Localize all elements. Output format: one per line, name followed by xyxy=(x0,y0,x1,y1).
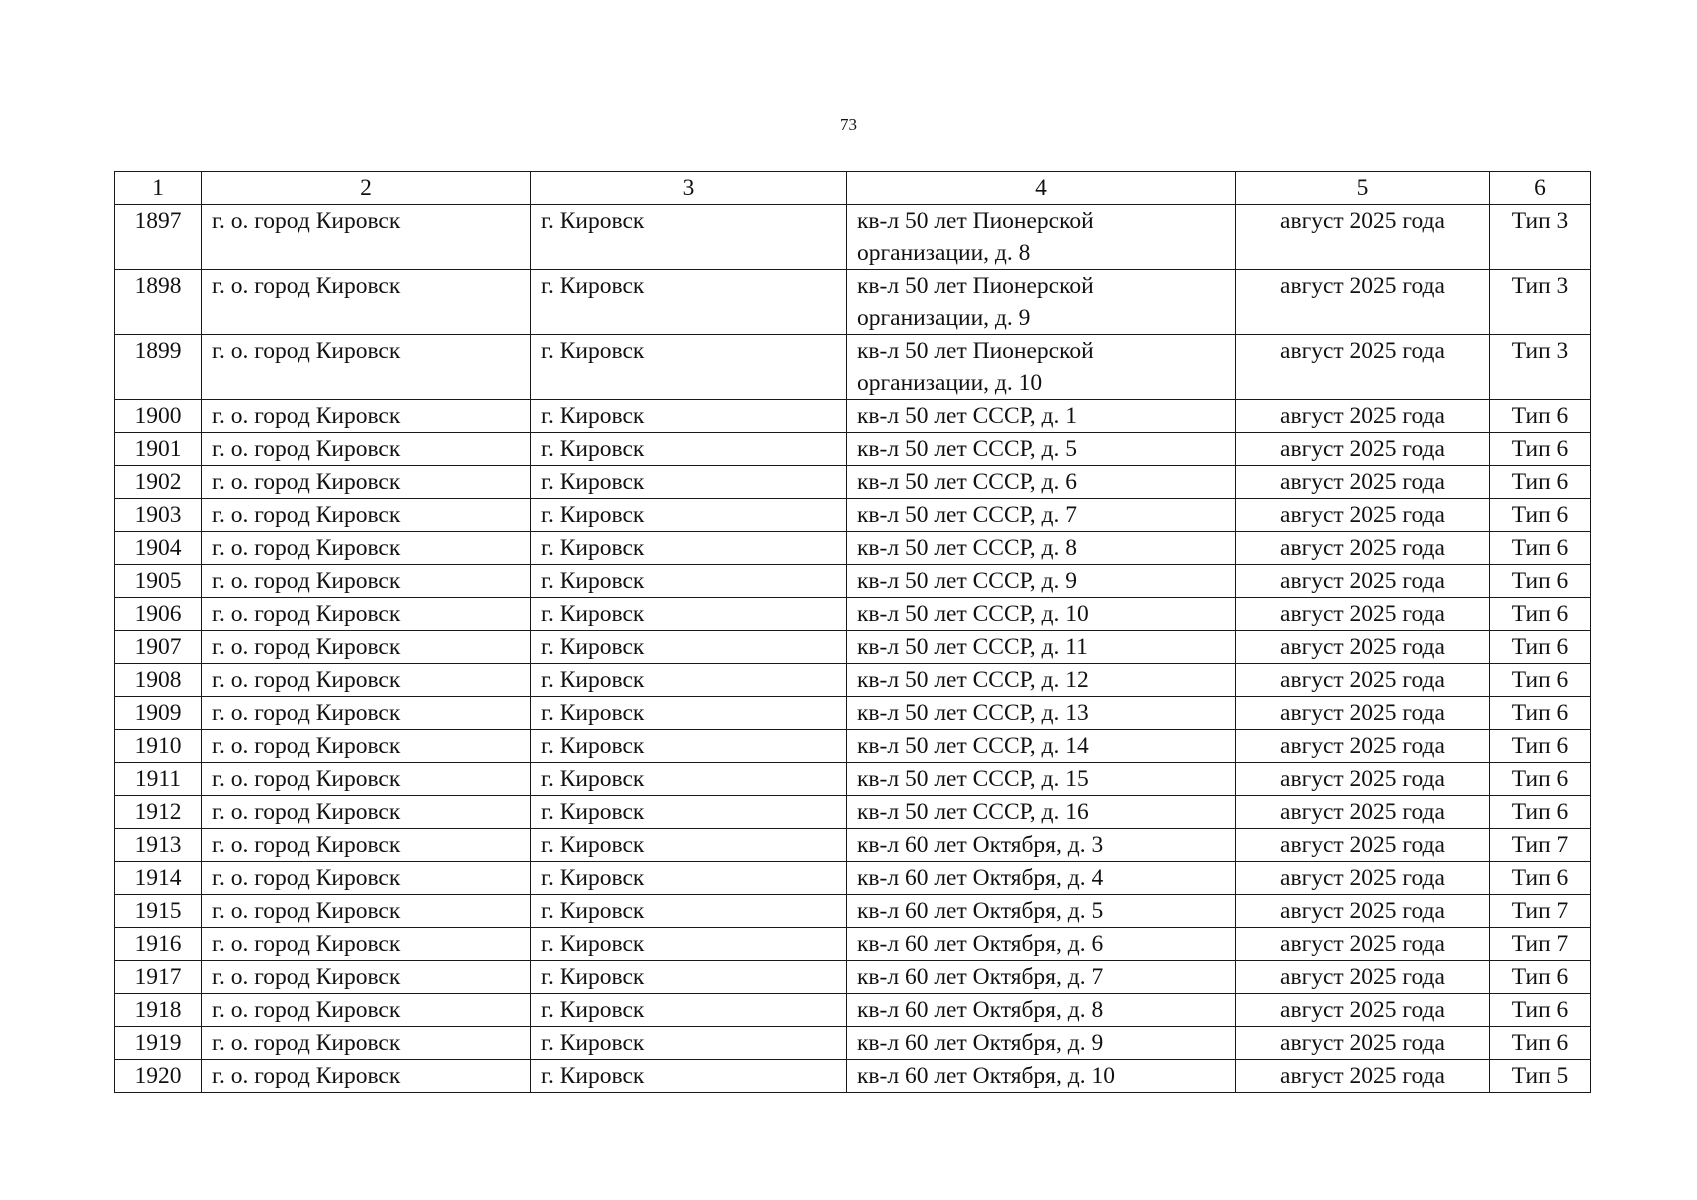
cell-district: г. о. город Кировск xyxy=(202,1027,531,1060)
cell-period: август 2025 года xyxy=(1236,829,1490,862)
cell-type: Тип 3 xyxy=(1490,270,1591,335)
cell-period: август 2025 года xyxy=(1236,796,1490,829)
cell-period: август 2025 года xyxy=(1236,961,1490,994)
cell-type: Тип 6 xyxy=(1490,697,1591,730)
cell-address: кв-л 50 лет СССР, д. 8 xyxy=(847,532,1236,565)
cell-number: 1913 xyxy=(115,829,202,862)
cell-type: Тип 6 xyxy=(1490,796,1591,829)
cell-number: 1902 xyxy=(115,466,202,499)
cell-city: г. Кировск xyxy=(531,400,847,433)
cell-period: август 2025 года xyxy=(1236,565,1490,598)
cell-address: кв-л 60 лет Октября, д. 3 xyxy=(847,829,1236,862)
cell-district: г. о. город Кировск xyxy=(202,270,531,335)
cell-number: 1898 xyxy=(115,270,202,335)
cell-number: 1907 xyxy=(115,631,202,664)
cell-number: 1905 xyxy=(115,565,202,598)
cell-district: г. о. город Кировск xyxy=(202,961,531,994)
cell-district: г. о. город Кировск xyxy=(202,565,531,598)
cell-address: кв-л 50 лет СССР, д. 6 xyxy=(847,466,1236,499)
cell-period: август 2025 года xyxy=(1236,631,1490,664)
data-table xyxy=(114,171,1591,1093)
cell-type: Тип 6 xyxy=(1490,565,1591,598)
cell-district: г. о. город Кировск xyxy=(202,796,531,829)
cell-city: г. Кировск xyxy=(531,205,847,270)
cell-type: Тип 6 xyxy=(1490,466,1591,499)
cell-city: г. Кировск xyxy=(531,697,847,730)
table-row xyxy=(115,433,1591,466)
cell-period: август 2025 года xyxy=(1236,862,1490,895)
table-row xyxy=(115,697,1591,730)
cell-address: кв-л 60 лет Октября, д. 5 xyxy=(847,895,1236,928)
cell-number: 1911 xyxy=(115,763,202,796)
cell-type: Тип 6 xyxy=(1490,499,1591,532)
cell-address: кв-л 60 лет Октября, д. 8 xyxy=(847,994,1236,1027)
table-row xyxy=(115,532,1591,565)
cell-city: г. Кировск xyxy=(531,796,847,829)
cell-address: кв-л 50 лет СССР, д. 11 xyxy=(847,631,1236,664)
cell-number: 1904 xyxy=(115,532,202,565)
cell-city: г. Кировск xyxy=(531,270,847,335)
cell-type: Тип 6 xyxy=(1490,400,1591,433)
cell-city: г. Кировск xyxy=(531,433,847,466)
table-row xyxy=(115,895,1591,928)
cell-number: 1919 xyxy=(115,1027,202,1060)
cell-type: Тип 7 xyxy=(1490,928,1591,961)
cell-address: кв-л 60 лет Октября, д. 6 xyxy=(847,928,1236,961)
cell-type: Тип 6 xyxy=(1490,532,1591,565)
cell-district: г. о. город Кировск xyxy=(202,730,531,763)
cell-number: 1897 xyxy=(115,205,202,270)
cell-address: кв-л 50 лет СССР, д. 5 xyxy=(847,433,1236,466)
cell-district: г. о. город Кировск xyxy=(202,895,531,928)
cell-period: август 2025 года xyxy=(1236,697,1490,730)
table-row xyxy=(115,994,1591,1027)
cell-district: г. о. город Кировск xyxy=(202,763,531,796)
cell-period: август 2025 года xyxy=(1236,400,1490,433)
cell-address: кв-л 60 лет Октября, д. 9 xyxy=(847,1027,1236,1060)
cell-period: август 2025 года xyxy=(1236,1027,1490,1060)
cell-period: август 2025 года xyxy=(1236,928,1490,961)
header-cell-2: 2 xyxy=(202,172,531,205)
table-row xyxy=(115,961,1591,994)
cell-type: Тип 7 xyxy=(1490,895,1591,928)
cell-number: 1900 xyxy=(115,400,202,433)
cell-type: Тип 6 xyxy=(1490,961,1591,994)
cell-type: Тип 6 xyxy=(1490,862,1591,895)
cell-district: г. о. город Кировск xyxy=(202,532,531,565)
cell-district: г. о. город Кировск xyxy=(202,205,531,270)
table-row xyxy=(115,598,1591,631)
cell-address: кв-л 50 лет СССР, д. 12 xyxy=(847,664,1236,697)
cell-period: август 2025 года xyxy=(1236,664,1490,697)
table-row xyxy=(115,829,1591,862)
cell-city: г. Кировск xyxy=(531,961,847,994)
cell-city: г. Кировск xyxy=(531,532,847,565)
table-row xyxy=(115,400,1591,433)
cell-address: кв-л 50 лет СССР, д. 15 xyxy=(847,763,1236,796)
cell-number: 1908 xyxy=(115,664,202,697)
table-row xyxy=(115,862,1591,895)
cell-type: Тип 6 xyxy=(1490,631,1591,664)
cell-district: г. о. город Кировск xyxy=(202,335,531,400)
cell-address: кв-л 50 лет СССР, д. 14 xyxy=(847,730,1236,763)
cell-city: г. Кировск xyxy=(531,598,847,631)
cell-city: г. Кировск xyxy=(531,1027,847,1060)
cell-district: г. о. город Кировск xyxy=(202,928,531,961)
cell-period: август 2025 года xyxy=(1236,598,1490,631)
cell-number: 1909 xyxy=(115,697,202,730)
cell-district: г. о. город Кировск xyxy=(202,466,531,499)
cell-period: август 2025 года xyxy=(1236,499,1490,532)
cell-number: 1917 xyxy=(115,961,202,994)
cell-district: г. о. город Кировск xyxy=(202,862,531,895)
table-row xyxy=(115,796,1591,829)
cell-city: г. Кировск xyxy=(531,631,847,664)
cell-number: 1916 xyxy=(115,928,202,961)
table-row xyxy=(115,730,1591,763)
cell-city: г. Кировск xyxy=(531,335,847,400)
cell-period: август 2025 года xyxy=(1236,270,1490,335)
cell-district: г. о. город Кировск xyxy=(202,433,531,466)
cell-address: кв-л 50 лет СССР, д. 1 xyxy=(847,400,1236,433)
cell-number: 1906 xyxy=(115,598,202,631)
cell-district: г. о. город Кировск xyxy=(202,697,531,730)
cell-address: кв-л 60 лет Октября, д. 10 xyxy=(847,1060,1236,1093)
header-cell-6: 6 xyxy=(1490,172,1591,205)
header-cell-4: 4 xyxy=(847,172,1236,205)
cell-address: кв-л 50 лет Пионерской организации, д. 10 xyxy=(847,335,1236,400)
cell-city: г. Кировск xyxy=(531,862,847,895)
cell-address: кв-л 50 лет СССР, д. 16 xyxy=(847,796,1236,829)
table-row xyxy=(115,565,1591,598)
table-row xyxy=(115,270,1591,335)
table-header-row xyxy=(115,172,1591,205)
cell-number: 1920 xyxy=(115,1060,202,1093)
header-cell-5: 5 xyxy=(1236,172,1490,205)
cell-number: 1918 xyxy=(115,994,202,1027)
cell-period: август 2025 года xyxy=(1236,763,1490,796)
cell-type: Тип 6 xyxy=(1490,598,1591,631)
table-row xyxy=(115,466,1591,499)
cell-district: г. о. город Кировск xyxy=(202,631,531,664)
cell-number: 1903 xyxy=(115,499,202,532)
cell-number: 1910 xyxy=(115,730,202,763)
table-row xyxy=(115,928,1591,961)
cell-city: г. Кировск xyxy=(531,664,847,697)
cell-type: Тип 6 xyxy=(1490,994,1591,1027)
cell-district: г. о. город Кировск xyxy=(202,598,531,631)
cell-number: 1899 xyxy=(115,335,202,400)
header-cell-3: 3 xyxy=(531,172,847,205)
cell-city: г. Кировск xyxy=(531,499,847,532)
cell-district: г. о. город Кировск xyxy=(202,400,531,433)
cell-address: кв-л 60 лет Октября, д. 4 xyxy=(847,862,1236,895)
table-body xyxy=(115,172,1591,1093)
table-row xyxy=(115,664,1591,697)
cell-address: кв-л 50 лет СССР, д. 10 xyxy=(847,598,1236,631)
cell-period: август 2025 года xyxy=(1236,730,1490,763)
table-row xyxy=(115,1027,1591,1060)
cell-district: г. о. город Кировск xyxy=(202,664,531,697)
cell-type: Тип 6 xyxy=(1490,664,1591,697)
cell-type: Тип 3 xyxy=(1490,205,1591,270)
cell-type: Тип 7 xyxy=(1490,829,1591,862)
cell-city: г. Кировск xyxy=(531,466,847,499)
cell-district: г. о. город Кировск xyxy=(202,994,531,1027)
table-row xyxy=(115,631,1591,664)
table-row xyxy=(115,499,1591,532)
cell-number: 1912 xyxy=(115,796,202,829)
cell-address: кв-л 50 лет Пионерской организации, д. 8 xyxy=(847,205,1236,270)
table-row xyxy=(115,763,1591,796)
cell-type: Тип 6 xyxy=(1490,433,1591,466)
cell-district: г. о. город Кировск xyxy=(202,829,531,862)
cell-number: 1901 xyxy=(115,433,202,466)
cell-period: август 2025 года xyxy=(1236,466,1490,499)
cell-address: кв-л 50 лет СССР, д. 9 xyxy=(847,565,1236,598)
cell-city: г. Кировск xyxy=(531,895,847,928)
table-row xyxy=(115,1060,1591,1093)
cell-city: г. Кировск xyxy=(531,730,847,763)
cell-period: август 2025 года xyxy=(1236,532,1490,565)
cell-district: г. о. город Кировск xyxy=(202,1060,531,1093)
cell-district: г. о. город Кировск xyxy=(202,499,531,532)
cell-city: г. Кировск xyxy=(531,994,847,1027)
page-number: 73 xyxy=(840,115,857,134)
table-row xyxy=(115,205,1591,270)
cell-type: Тип 3 xyxy=(1490,335,1591,400)
cell-type: Тип 5 xyxy=(1490,1060,1591,1093)
cell-city: г. Кировск xyxy=(531,1060,847,1093)
cell-period: август 2025 года xyxy=(1236,433,1490,466)
cell-city: г. Кировск xyxy=(531,928,847,961)
cell-period: август 2025 года xyxy=(1236,895,1490,928)
header-cell-1: 1 xyxy=(115,172,202,205)
cell-number: 1914 xyxy=(115,862,202,895)
cell-period: август 2025 года xyxy=(1236,994,1490,1027)
cell-period: август 2025 года xyxy=(1236,335,1490,400)
cell-city: г. Кировск xyxy=(531,565,847,598)
table-row xyxy=(115,335,1591,400)
cell-address: кв-л 50 лет СССР, д. 13 xyxy=(847,697,1236,730)
cell-address: кв-л 60 лет Октября, д. 7 xyxy=(847,961,1236,994)
cell-number: 1915 xyxy=(115,895,202,928)
cell-type: Тип 6 xyxy=(1490,763,1591,796)
cell-period: август 2025 года xyxy=(1236,1060,1490,1093)
cell-type: Тип 6 xyxy=(1490,730,1591,763)
cell-address: кв-л 50 лет СССР, д. 7 xyxy=(847,499,1236,532)
cell-period: август 2025 года xyxy=(1236,205,1490,270)
cell-type: Тип 6 xyxy=(1490,1027,1591,1060)
cell-city: г. Кировск xyxy=(531,763,847,796)
cell-city: г. Кировск xyxy=(531,829,847,862)
cell-address: кв-л 50 лет Пионерской организации, д. 9 xyxy=(847,270,1236,335)
